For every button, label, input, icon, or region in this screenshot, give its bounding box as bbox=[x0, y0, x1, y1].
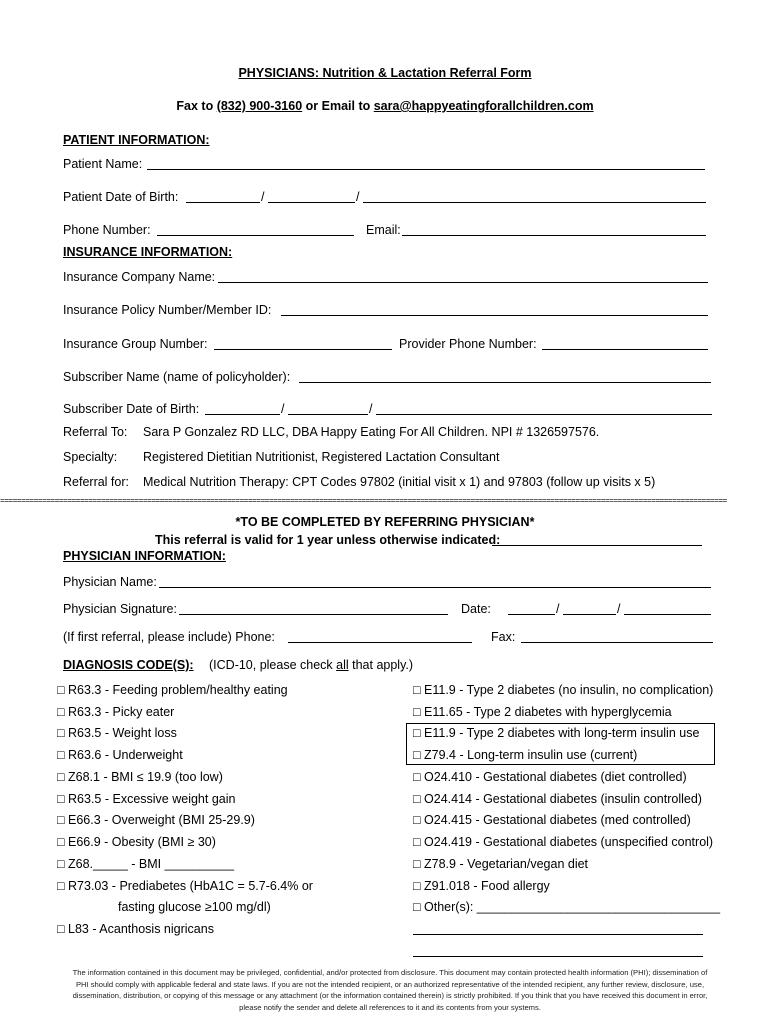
instruction-all: all bbox=[336, 658, 349, 672]
other-field-3[interactable] bbox=[413, 956, 703, 957]
subscriber-dob-month-field[interactable] bbox=[205, 414, 280, 415]
referral-for-label: Referral for: bbox=[63, 475, 129, 489]
dx-right-2[interactable]: □ E11.9 - Type 2 diabetes with long-term insulin use bbox=[413, 726, 700, 740]
fax-email-line bbox=[0, 99, 770, 113]
email-label: Email: bbox=[366, 223, 401, 237]
dx-left-3[interactable]: □ R63.6 - Underweight bbox=[57, 748, 183, 762]
slash: / bbox=[281, 402, 285, 416]
dx-left-8[interactable]: □ Z68._____ - BMI __________ bbox=[57, 857, 235, 871]
patient-name-label: Patient Name: bbox=[63, 157, 143, 171]
other-field-2[interactable] bbox=[413, 934, 703, 935]
insurance-company-label: Insurance Company Name: bbox=[63, 270, 216, 284]
complete-note: *TO BE COMPLETED BY REFERRING PHYSICIAN* bbox=[235, 515, 535, 529]
patient-info-heading: PATIENT INFORMATION: bbox=[63, 133, 210, 147]
dx-left-5[interactable]: □ R63.5 - Excessive weight gain bbox=[57, 792, 236, 806]
valid-note: This referral is valid for 1 year unless otherwise indicated: bbox=[155, 533, 501, 547]
dx-left-2[interactable]: □ R63.5 - Weight loss bbox=[57, 726, 177, 740]
physician-fax-label: Fax: bbox=[491, 630, 516, 644]
dx-right-8[interactable]: □ Z78.9 - Vegetarian/vegan diet bbox=[413, 857, 589, 871]
policy-number-label: Insurance Policy Number/Member ID: bbox=[63, 303, 272, 317]
dx-left-11[interactable]: □ L83 - Acanthosis nigricans bbox=[57, 922, 214, 936]
date-label: Date: bbox=[461, 602, 491, 616]
form-title: PHYSICIANS: Nutrition & Lactation Referral Form bbox=[238, 66, 532, 80]
subscriber-name-field[interactable] bbox=[299, 382, 711, 383]
insurance-info-heading: INSURANCE INFORMATION: bbox=[63, 245, 233, 259]
slash: / bbox=[356, 190, 360, 204]
referral-for-value: Medical Nutrition Therapy: CPT Codes 97802 (initial visit x 1) and 97803 (follow up visits x 5) bbox=[143, 475, 656, 489]
group-number-field[interactable] bbox=[214, 349, 392, 350]
physician-info-heading: PHYSICIAN INFORMATION: bbox=[63, 549, 226, 563]
valid-until-field[interactable] bbox=[492, 545, 702, 546]
dx-left-9[interactable]: □ R73.03 - Prediabetes (HbA1C = 5.7-6.4% or bbox=[57, 879, 313, 893]
fax-prefix: Fax to bbox=[176, 99, 217, 113]
subscriber-dob-day-field[interactable] bbox=[288, 414, 368, 415]
dx-right-0[interactable]: □ E11.9 - Type 2 diabetes (no insulin, no complication) bbox=[413, 683, 714, 697]
physician-fax-field[interactable] bbox=[521, 642, 713, 643]
phone-field[interactable] bbox=[157, 235, 354, 236]
provider-phone-label: Provider Phone Number: bbox=[399, 337, 537, 351]
insurance-company-field[interactable] bbox=[218, 282, 708, 283]
patient-dob-day-field[interactable] bbox=[268, 202, 355, 203]
physician-name-label: Physician Name: bbox=[63, 575, 157, 589]
dx-left-7[interactable]: □ E66.9 - Obesity (BMI ≥ 30) bbox=[57, 835, 216, 849]
subscriber-dob-label: Subscriber Date of Birth: bbox=[63, 402, 200, 416]
email-address[interactable]: sara@happyeatingforallchildren.com bbox=[373, 99, 594, 113]
subscriber-name-label: Subscriber Name (name of policyholder): bbox=[63, 370, 291, 384]
provider-phone-field[interactable] bbox=[542, 349, 708, 350]
dx-left-4[interactable]: □ Z68.1 - BMI ≤ 19.9 (too low) bbox=[57, 770, 223, 784]
date-year-field[interactable] bbox=[624, 614, 711, 615]
dx-right-6[interactable]: □ O24.415 - Gestational diabetes (med controlled) bbox=[413, 813, 691, 827]
email-field[interactable] bbox=[402, 235, 706, 236]
dx-right-1[interactable]: □ E11.65 - Type 2 diabetes with hyperglycemia bbox=[413, 705, 672, 719]
patient-dob-year-field[interactable] bbox=[363, 202, 706, 203]
group-number-label: Insurance Group Number: bbox=[63, 337, 208, 351]
referral-to-label: Referral To: bbox=[63, 425, 128, 439]
dx-right-7[interactable]: □ O24.419 - Gestational diabetes (unspecified control) bbox=[413, 835, 714, 849]
physician-signature-field[interactable] bbox=[179, 614, 448, 615]
confidentiality-footer: The information contained in this document may be privileged, confidential, and/or protected from disclosure. This document may contain protected health information (PHI); dissemination of PHI should comply with applicable federal and state laws. If you are not the intended recipient, or an authorized representative of the intended recipient, any further review, disclosure, use, dissemination, distribution, or copying of this message or any attachment (or the information contained therein) is strictly prohibited. If you think that you have received this document in error, please notify the sender and delete all references to it and its contents from your systems. bbox=[72, 968, 708, 1012]
referral-to-value: Sara P Gonzalez RD LLC, DBA Happy Eating For All Children. NPI # 1326597576. bbox=[143, 425, 600, 439]
specialty-label: Specialty: bbox=[63, 450, 118, 464]
physician-phone-field[interactable] bbox=[288, 642, 472, 643]
dx-left-1[interactable]: □ R63.3 - Picky eater bbox=[57, 705, 175, 719]
dx-right-3[interactable]: □ Z79.4 - Long-term insulin use (current) bbox=[413, 748, 638, 762]
dx-right-5[interactable]: □ O24.414 - Gestational diabetes (insulin controlled) bbox=[413, 792, 702, 806]
dx-right-9[interactable]: □ Z91.018 - Food allergy bbox=[413, 879, 550, 893]
diagnosis-heading: DIAGNOSIS CODE(S): bbox=[63, 658, 194, 672]
specialty-value: Registered Dietitian Nutritionist, Registered Lactation Consultant bbox=[143, 450, 500, 464]
diagnosis-instruction bbox=[209, 658, 413, 672]
physician-name-field[interactable] bbox=[159, 587, 711, 588]
fax-middle: or Email to bbox=[302, 99, 374, 113]
slash: / bbox=[556, 602, 560, 616]
dx-right-other[interactable]: □ Other(s): ___________________________________ bbox=[413, 900, 721, 914]
patient-dob-label: Patient Date of Birth: bbox=[63, 190, 179, 204]
slash: / bbox=[369, 402, 373, 416]
patient-dob-month-field[interactable] bbox=[186, 202, 260, 203]
patient-name-field[interactable] bbox=[147, 169, 705, 170]
physician-signature-label: Physician Signature: bbox=[63, 602, 177, 616]
physician-phone-label: (If first referral, please include) Phone: bbox=[63, 630, 275, 644]
dx-right-4[interactable]: □ O24.410 - Gestational diabetes (diet controlled) bbox=[413, 770, 687, 784]
fax-number: (832) 900-3160 bbox=[216, 99, 303, 113]
slash: / bbox=[261, 190, 265, 204]
dx-left-6[interactable]: □ E66.3 - Overweight (BMI 25-29.9) bbox=[57, 813, 255, 827]
phone-label: Phone Number: bbox=[63, 223, 151, 237]
dx-left-0[interactable]: □ R63.3 - Feeding problem/healthy eating bbox=[57, 683, 288, 697]
date-month-field[interactable] bbox=[508, 614, 555, 615]
instruction-text: (ICD-10, please check bbox=[209, 658, 337, 672]
date-day-field[interactable] bbox=[563, 614, 616, 615]
instruction-text: that apply.) bbox=[348, 658, 414, 672]
policy-number-field[interactable] bbox=[281, 315, 708, 316]
section-separator: ============================================================================================================================================================================= bbox=[0, 497, 727, 506]
subscriber-dob-year-field[interactable] bbox=[376, 414, 712, 415]
dx-left-9-continued: fasting glucose ≥100 mg/dl) bbox=[118, 900, 271, 914]
slash: / bbox=[617, 602, 621, 616]
